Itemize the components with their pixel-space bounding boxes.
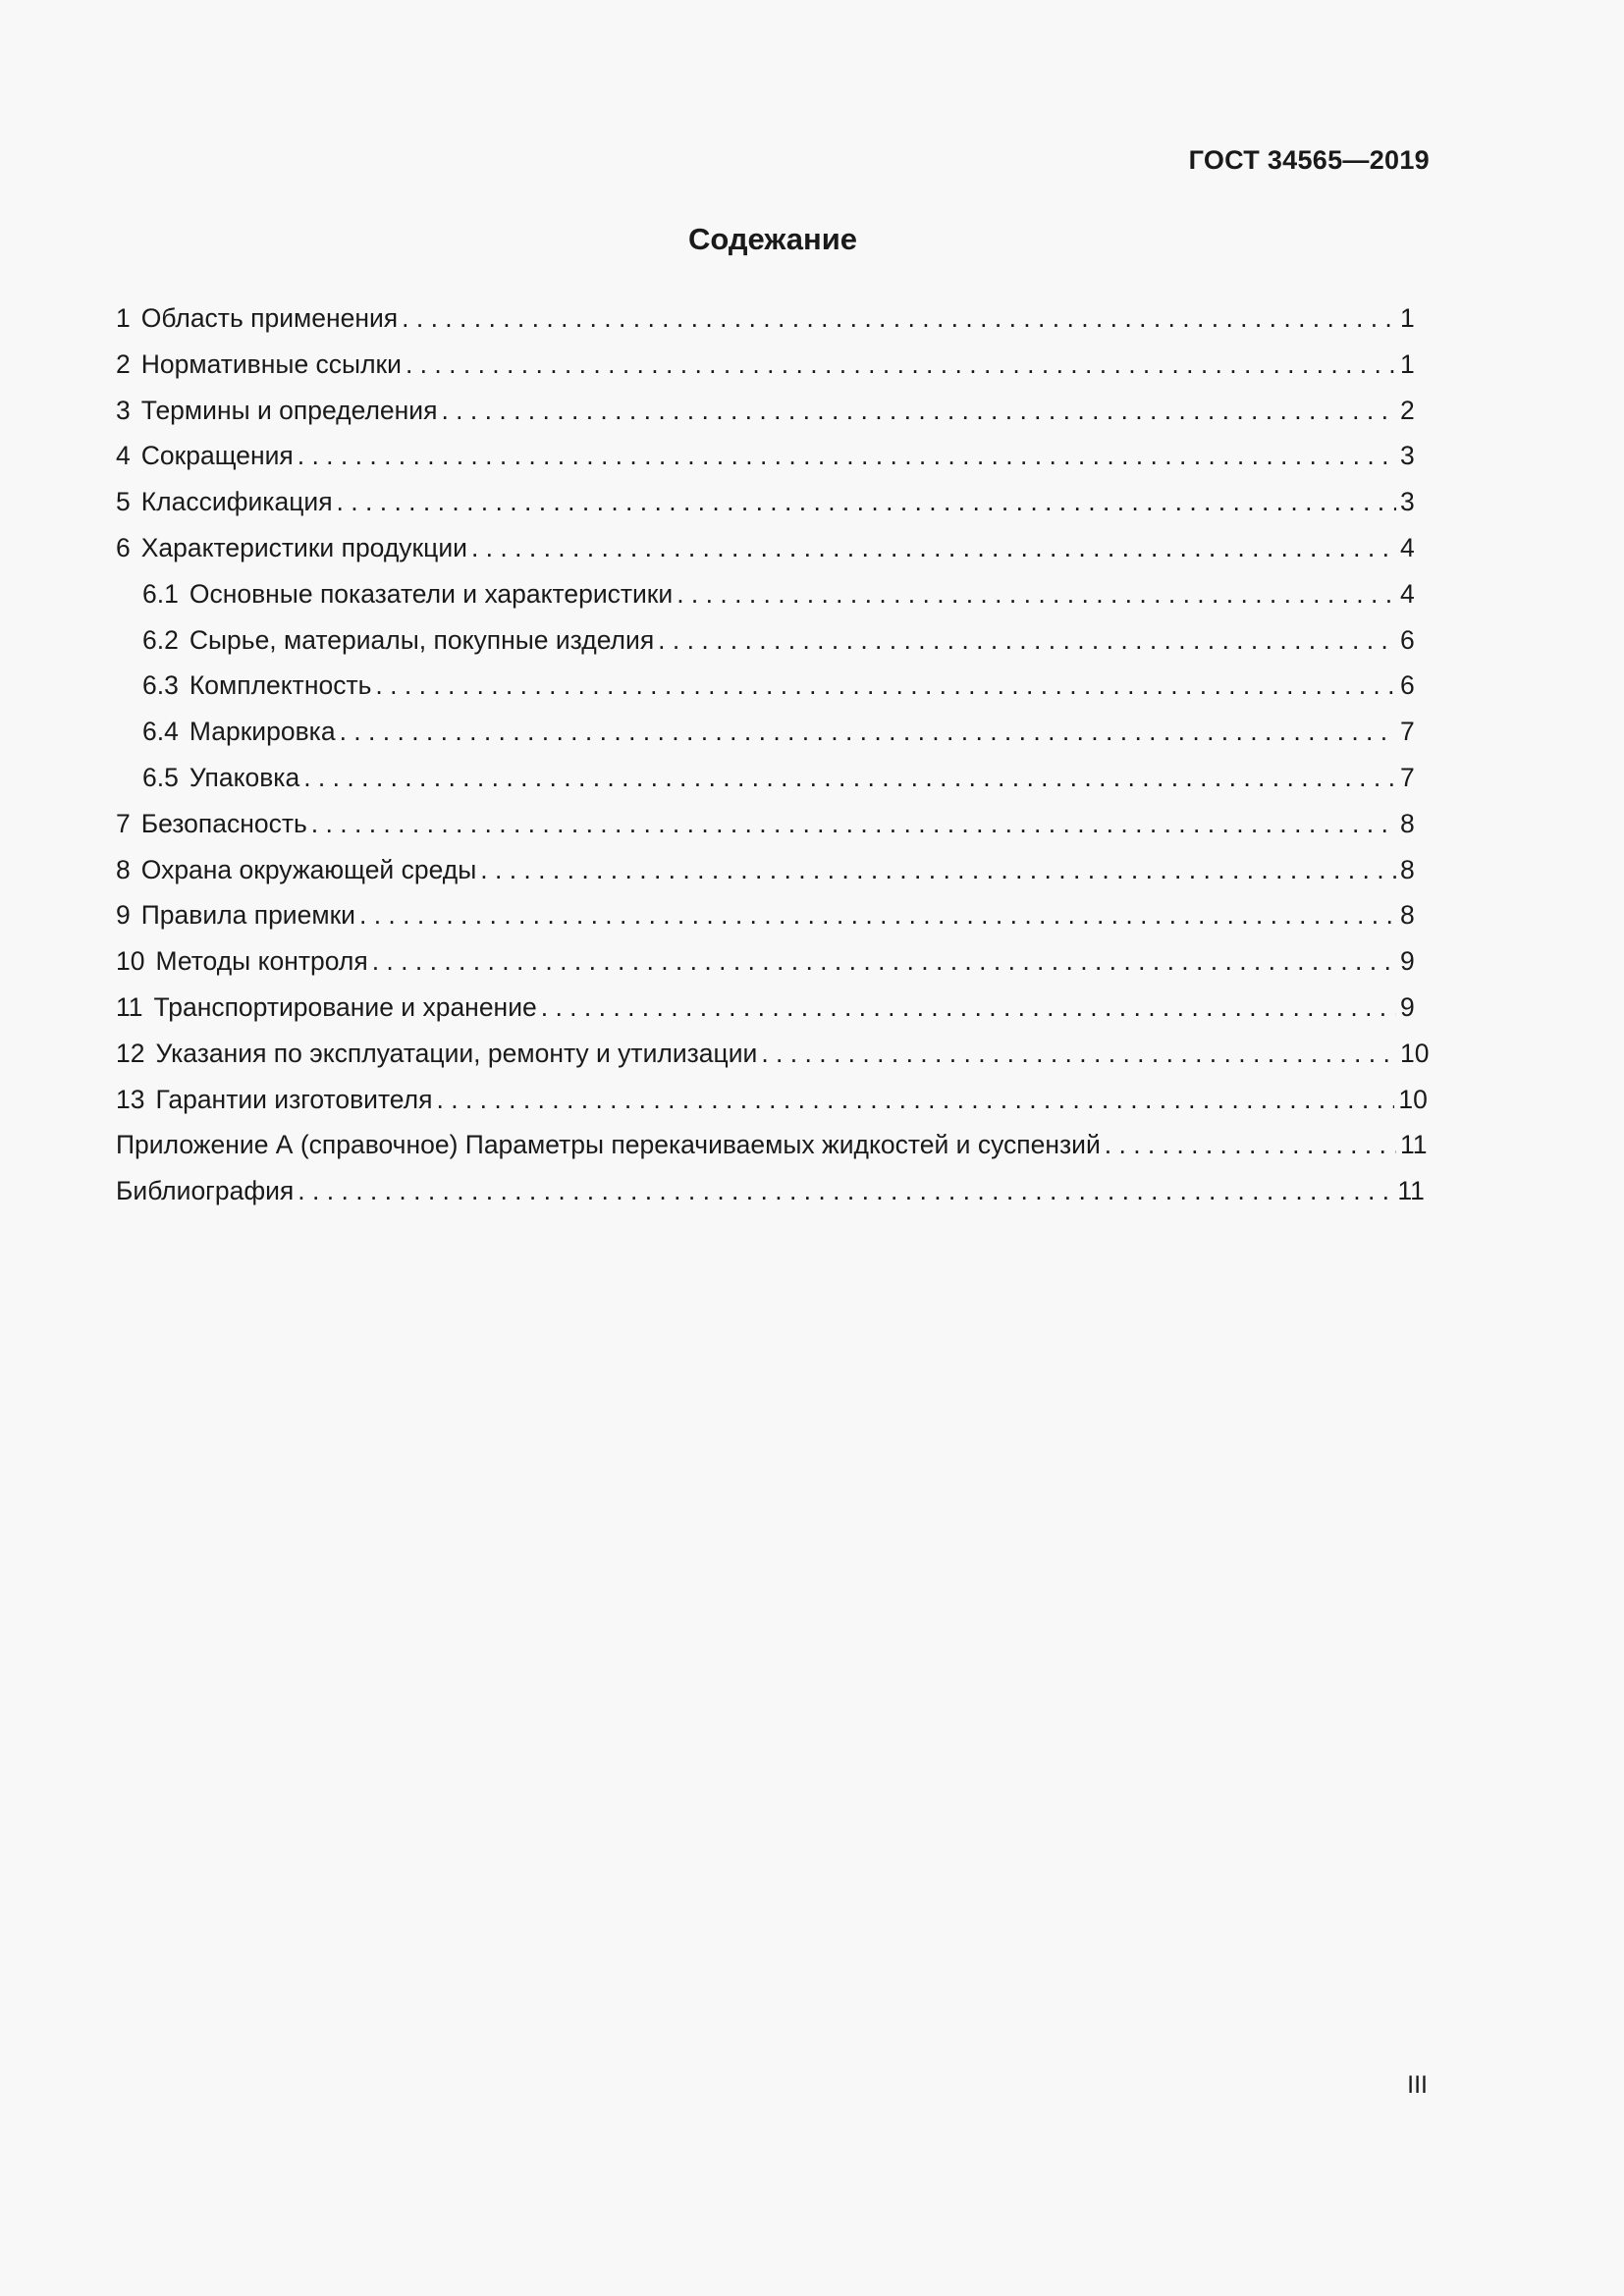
toc-label: Приложение А (справочное) Параметры перекачиваемых жидкостей и суспензий xyxy=(116,1130,1101,1160)
toc-page: 3 xyxy=(1400,487,1415,517)
toc-number: 13 xyxy=(116,1084,145,1114)
dot-leader xyxy=(1105,1130,1396,1160)
toc-number: 6.3 xyxy=(142,670,179,701)
toc-label: Безопасность xyxy=(140,808,307,838)
dot-leader xyxy=(406,349,1396,380)
toc-number: 8 xyxy=(116,854,131,884)
dot-leader xyxy=(658,625,1396,656)
toc-page: 1 xyxy=(1400,303,1415,333)
toc-number: 3 xyxy=(116,395,131,425)
toc-number: 7 xyxy=(116,808,131,838)
toc-page: 10 xyxy=(1400,1038,1430,1068)
dot-leader xyxy=(441,396,1396,426)
toc-page: 7 xyxy=(1400,717,1415,747)
toc-label: Правила приемки xyxy=(140,900,355,931)
table-of-contents xyxy=(116,303,1430,1222)
dot-leader xyxy=(359,900,1396,931)
toc-entry[interactable] xyxy=(116,303,1414,349)
toc-page: 11 xyxy=(1400,1130,1428,1160)
toc-label: Указания по эксплуатации, ремонту и утилизации xyxy=(155,1038,758,1068)
toc-entry[interactable] xyxy=(116,946,1414,992)
toc-entry[interactable] xyxy=(116,625,1414,671)
toc-page: 4 xyxy=(1400,532,1415,562)
toc-entry-appendix[interactable] xyxy=(116,1130,1428,1176)
toc-label: Сырье, материалы, покупные изделия xyxy=(189,624,655,655)
toc-page: 8 xyxy=(1400,900,1415,931)
dot-leader xyxy=(436,1085,1394,1115)
toc-entry[interactable] xyxy=(116,533,1414,579)
toc-entry[interactable] xyxy=(116,670,1414,717)
toc-label: Термины и определения xyxy=(140,395,438,425)
toc-label: Основные показатели и характеристики xyxy=(189,578,674,609)
page-title: Содежание xyxy=(687,222,858,256)
toc-page: 6 xyxy=(1400,624,1415,655)
toc-page: 9 xyxy=(1400,991,1415,1022)
toc-number: 6.4 xyxy=(142,717,179,747)
dot-leader xyxy=(761,1039,1396,1069)
dot-leader xyxy=(303,763,1396,793)
toc-number: 9 xyxy=(116,900,131,931)
toc-number: 5 xyxy=(116,487,131,517)
toc-page: 1 xyxy=(1400,348,1415,379)
toc-label: Упаковка xyxy=(189,762,300,792)
toc-label: Классификация xyxy=(140,487,333,517)
toc-entry[interactable] xyxy=(116,1038,1430,1085)
toc-entry[interactable] xyxy=(116,579,1414,625)
toc-label: Нормативные ссылки xyxy=(140,348,402,379)
dot-leader xyxy=(480,855,1396,885)
toc-label: Комплектность xyxy=(189,670,372,701)
toc-label: Транспортирование и хранение xyxy=(153,991,537,1022)
toc-number: 11 xyxy=(116,991,143,1022)
toc-number: 1 xyxy=(116,303,131,333)
toc-page: 11 xyxy=(1397,1176,1425,1206)
toc-number: 6.1 xyxy=(142,578,179,609)
toc-number: 6.2 xyxy=(142,624,179,655)
dot-leader xyxy=(677,579,1396,610)
dot-leader xyxy=(541,992,1396,1023)
toc-label: Характеристики продукции xyxy=(140,532,467,562)
toc-number: 6 xyxy=(116,532,131,562)
toc-entry[interactable] xyxy=(116,900,1414,946)
toc-page: 8 xyxy=(1400,808,1415,838)
toc-page: 3 xyxy=(1400,441,1415,471)
dot-leader xyxy=(375,670,1396,701)
toc-number: 4 xyxy=(116,441,131,471)
toc-number: 10 xyxy=(116,946,145,977)
toc-page: 10 xyxy=(1398,1084,1428,1114)
toc-number: 2 xyxy=(116,348,131,379)
dot-leader xyxy=(372,946,1396,977)
page-number: III xyxy=(1407,2071,1428,2099)
toc-entry[interactable] xyxy=(116,487,1414,533)
toc-entry[interactable] xyxy=(116,763,1414,809)
toc-label: Сокращения xyxy=(140,441,294,471)
dot-leader xyxy=(402,303,1396,334)
toc-label: Библиография xyxy=(116,1176,295,1206)
toc-entry[interactable] xyxy=(116,809,1414,855)
toc-page: 7 xyxy=(1400,762,1415,792)
toc-entry[interactable] xyxy=(116,717,1414,763)
toc-label: Методы контроля xyxy=(155,946,368,977)
toc-page: 9 xyxy=(1400,946,1415,977)
toc-entry[interactable] xyxy=(116,992,1414,1039)
toc-page: 6 xyxy=(1400,670,1415,701)
dot-leader xyxy=(298,441,1396,471)
toc-entry[interactable] xyxy=(116,441,1414,487)
toc-page: 8 xyxy=(1400,854,1415,884)
dot-leader xyxy=(298,1176,1393,1206)
toc-number: 12 xyxy=(116,1038,145,1068)
dot-leader xyxy=(337,487,1396,517)
toc-entry-bibliography[interactable] xyxy=(116,1176,1425,1222)
toc-label: Область применения xyxy=(140,303,399,333)
toc-entry[interactable] xyxy=(116,1084,1428,1131)
toc-label: Охрана окружающей среды xyxy=(140,854,477,884)
toc-number: 6.5 xyxy=(142,762,179,792)
dot-leader xyxy=(471,533,1396,563)
toc-page: 4 xyxy=(1400,578,1415,609)
toc-entry[interactable] xyxy=(116,349,1414,396)
toc-page: 2 xyxy=(1400,395,1415,425)
toc-entry[interactable] xyxy=(116,855,1414,901)
toc-entry[interactable] xyxy=(116,396,1414,442)
toc-label: Гарантии изготовителя xyxy=(155,1084,433,1114)
toc-label: Маркировка xyxy=(189,717,336,747)
dot-leader xyxy=(340,717,1396,747)
document-code: ГОСТ 34565—2019 xyxy=(1188,145,1430,175)
dot-leader xyxy=(311,809,1396,839)
